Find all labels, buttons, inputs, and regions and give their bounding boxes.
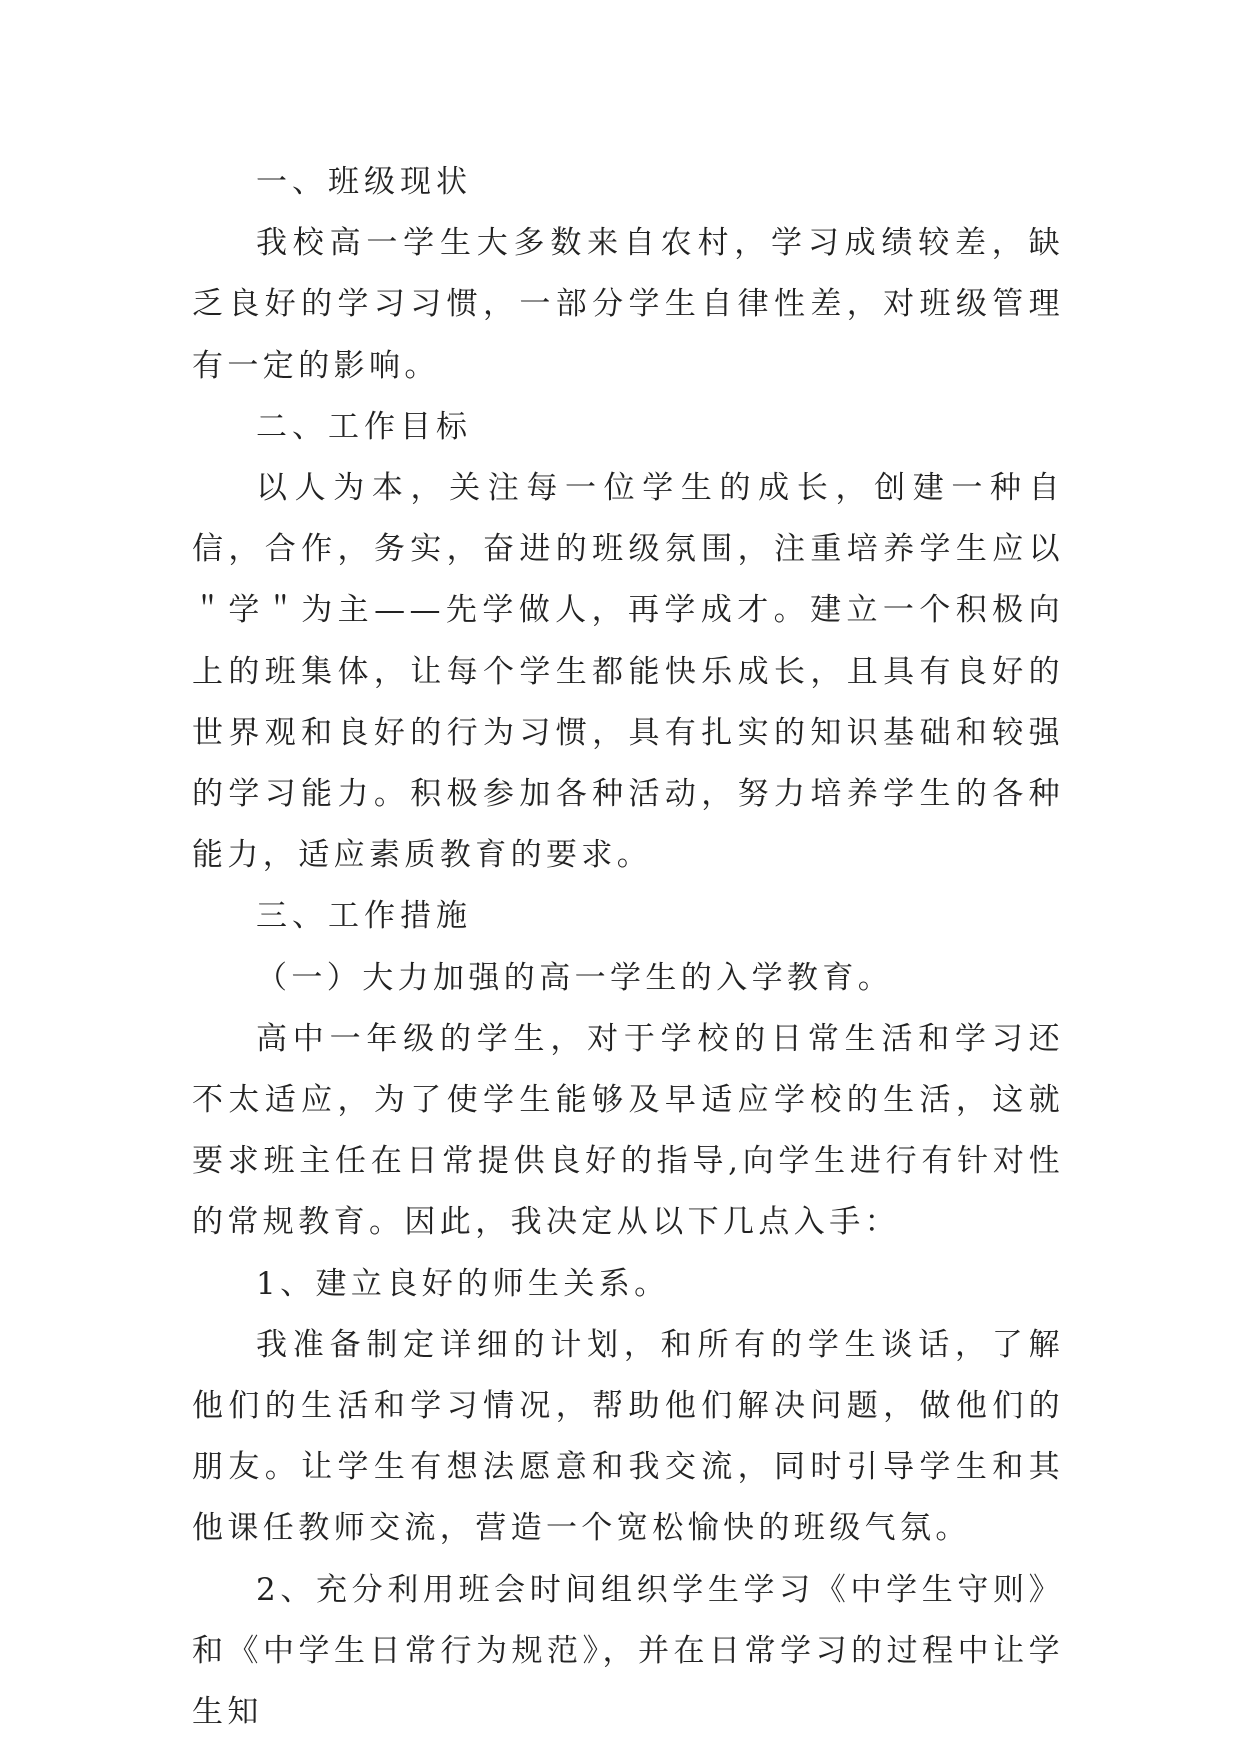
- list-item-teacher-student-relationship: 1、建立良好的师生关系。: [256, 1265, 670, 1302]
- section-heading-work-measures: 三、工作措施: [256, 898, 472, 935]
- document-body: [192, 152, 1064, 1743]
- section-heading-class-status: 一、班级现状: [256, 164, 472, 200]
- subheading-enrollment-education: （一）大力加强的高一学生的入学教育。: [256, 959, 894, 996]
- paragraph-class-status: 我校高一学生大多数来自农村，学习成绩较差，缺乏良好的学习习惯，一部分学生自律性差，对班级管理有一定的影响。: [192, 225, 1064, 384]
- list-item-class-meeting: 2、充分利用班会时间组织学生学习《中学生守则》和《中学生日常行为规范》，并在日常学习的过程中让学生知: [192, 1571, 1064, 1731]
- paragraph-teacher-student-relationship: 我准备制定详细的计划，和所有的学生谈话，了解他们的生活和学习情况，帮助他们解决问题，做他们的朋友。让学生有想法愿意和我交流，同时引导学生和其他课任教师交流，营造一个宽松愉快的班级气氛。: [192, 1326, 1064, 1547]
- section-heading-work-goals: 二、工作目标: [256, 408, 472, 445]
- paragraph-enrollment-education: 高中一年级的学生，对于学校的日常生活和学习还不太适应，为了使学生能够及早适应学校的生活，这就要求班主任在日常提供良好的指导,向学生进行有针对性的常规教育。因此，我决定从以下几点入手：: [192, 1020, 1064, 1241]
- paragraph-work-goals: 以人为本，关注每一位学生的成长，创建一种自信，合作，务实，奋进的班级氛围，注重培养学生应以＂学＂为主——先学做人，再学成才。建立一个积极向上的班集体，让每个学生都能快乐成长，且具有良好的世界观和良好的行为习惯，具有扎实的知识基础和较强的学习能力。积极参加各种活动，努力培养学生的各种能力，适应素质教育的要求。: [192, 470, 1064, 874]
